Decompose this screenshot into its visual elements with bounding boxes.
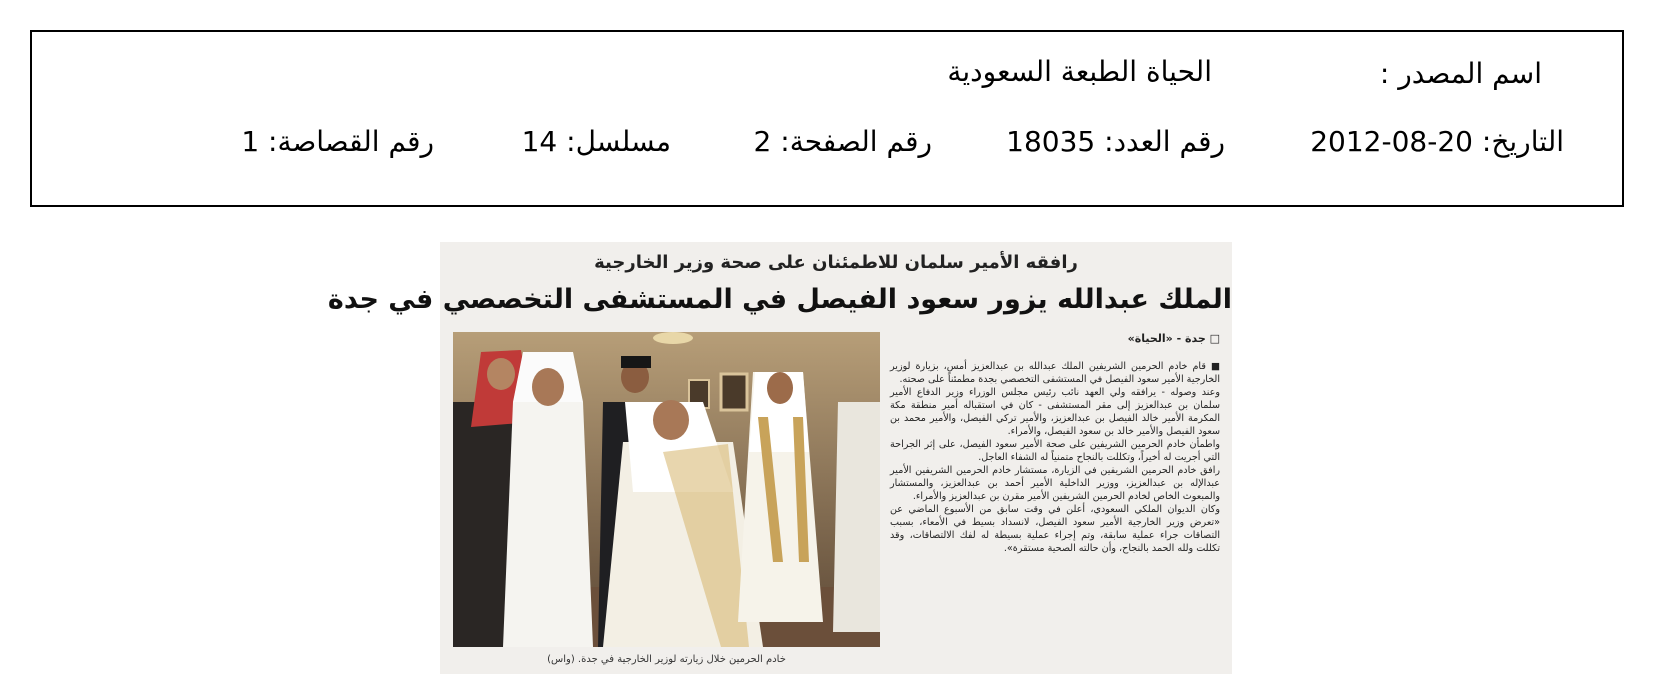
article-photo xyxy=(453,332,880,647)
photo-caption: خادم الحرمين خلال زيارته لوزير الخارجية في جدة. (واس) xyxy=(547,654,786,665)
issue-label: رقم العدد: 18035 xyxy=(1006,125,1225,158)
newspaper-clipping xyxy=(327,242,1232,674)
metadata-box xyxy=(30,30,1624,207)
article-body xyxy=(890,360,1220,666)
clipping-label: رقم القصاصة: 1 xyxy=(241,125,434,158)
source-label: اسم المصدر : xyxy=(1379,57,1542,90)
serial-label: مسلسل: 14 xyxy=(521,125,671,158)
article-paragraph: وعند وصوله - يرافقه ولي العهد نائب رئيس مجلس الوزراء وزير الدفاع الأمير سلمان بن عبدالعزيز إلى مقر المستشفى - كان في استقباله أمير منطقة مكة المكرمة الأمير خالد الفيصل بن عبدالعزيز، والأمير تركي الفيصل، والأمير محمد بن سعود الفيصل والأمير خالد بن سعود الفيصل، والأمراء. xyxy=(890,387,1220,437)
article-paragraph: واطمأن خادم الحرمين الشريفين على صحة الأمير سعود الفيصل، على إثر الجراحة التي أجريت له أخيراً، وتكللت بالنجاح متمنياً له الشفاء العاجل. xyxy=(890,439,1220,463)
page-label: رقم الصفحة: 2 xyxy=(753,125,932,158)
article-paragraph: رافق خادم الحرمين الشريفين في الزيارة، مستشار خادم الحرمين الشريفين الأمير عبدالإله بن عبدالعزيز، ووزير الداخلية الأمير أحمد بن عبدالعزيز، والمستشار والمبعوث الخاص لخادم الحرمين الشريفين الأمير مقرن بن عبدالعزيز والأمراء. xyxy=(890,465,1220,502)
article-headline: الملك عبدالله يزور سعود الفيصل في المستشفى التخصصي في جدة xyxy=(327,284,1232,315)
article-paragraph: ■ قام خادم الحرمين الشريفين الملك عبدالله بن عبدالعزيز أمس، بزيارة لوزير الخارجية الأمير سعود الفيصل في المستشفى التخصصي بجدة مطمئناً على صحته. xyxy=(890,361,1220,385)
article-subheadline: رافقه الأمير سلمان للاطمئنان على صحة وزير الخارجية xyxy=(594,252,1078,273)
date-label: التاريخ: 20-08-2012 xyxy=(1310,125,1564,158)
article-paragraph: وكان الديوان الملكي السعودي، أعلن في وقت سابق من الأسبوع الماضي عن «تعرض وزير الخارجية الأمير سعود الفيصل، لانسداد بسيط في الأمعاء، بسبب التصاقات جراء عملية سابقة، وتم إجراء عملية بسيطة له لفك الالتصاقات، وقد تكللت ولله الحمد بالنجاح، وأن حالته الصحية مستقرة». xyxy=(890,504,1220,554)
article-dateline: □ جدة - «الحياة» xyxy=(1127,332,1220,345)
source-value: الحياة الطبعة السعودية xyxy=(947,55,1212,88)
